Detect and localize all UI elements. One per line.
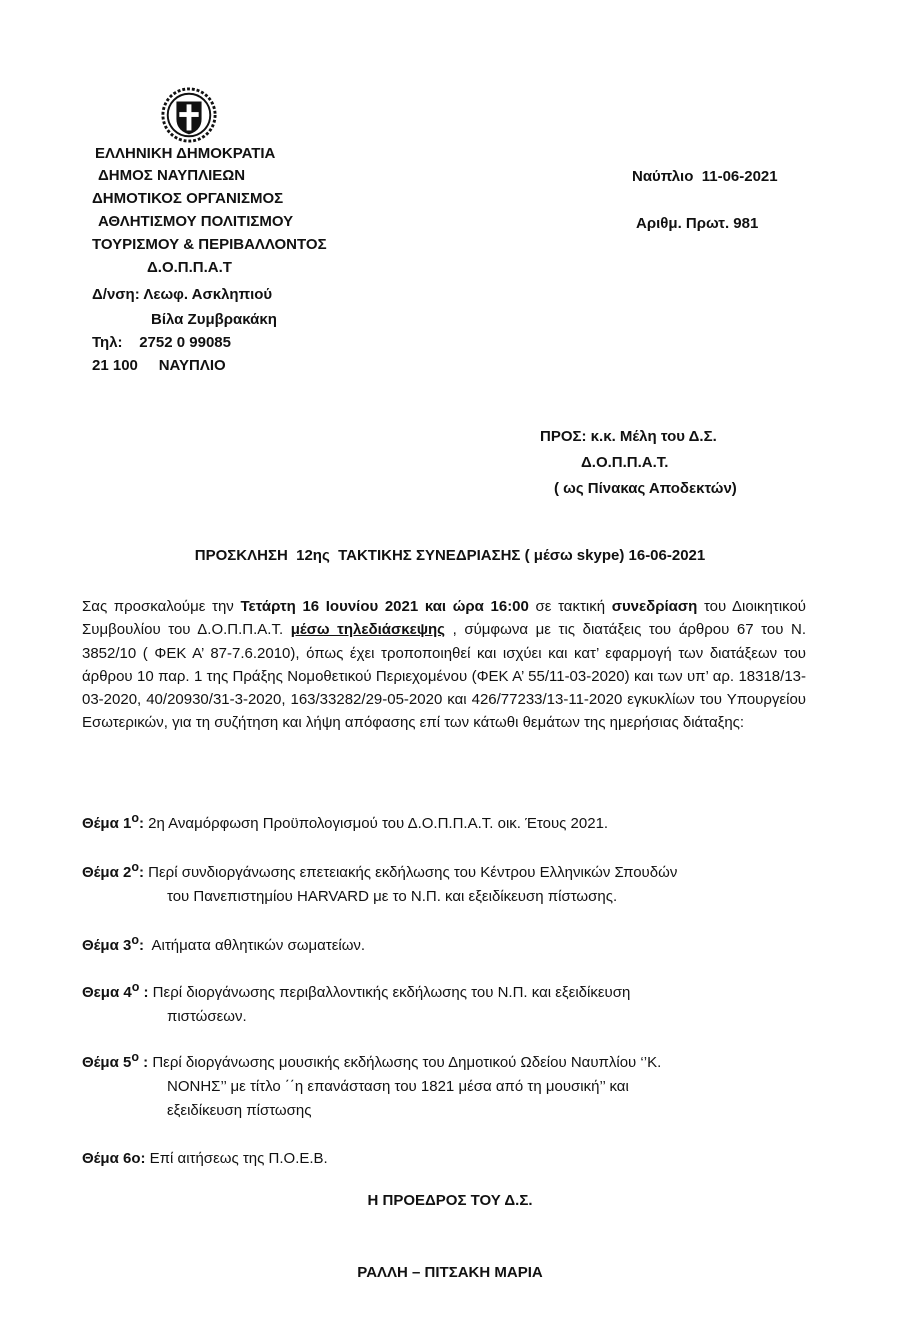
- topic-text: 2η Αναμόρφωση Προϋπολογισμού του Δ.Ο.Π.Π.Α.Τ. οικ. Έτους 2021.: [143, 815, 609, 832]
- org-line-acronym: Δ.Ο.Π.Π.Α.Τ: [147, 259, 232, 276]
- agenda-topic: [82, 806, 608, 836]
- topic-label: [82, 811, 144, 832]
- topic-label: [82, 860, 144, 881]
- topic-text: Περί διοργάνωσης μουσικής εκδήλωσης του Δημοτικού Ωδείου Ναυπλίου ‘’Κ.: [148, 1054, 662, 1071]
- topic-ordinal: ο: [131, 933, 139, 947]
- document-title: ΠΡΟΣΚΛΗΣΗ 12ης ΤΑΚΤΙΚΗΣ ΣΥΝΕΔΡΙΑΣΗΣ ( μέσω skype) 16-06-2021: [194, 547, 706, 564]
- topic-label: [82, 1150, 146, 1167]
- topic-label-text: Θέμα 6ο: [82, 1150, 141, 1167]
- recipient-line: ΠΡΟΣ: κ.κ. Μέλη του Δ.Σ.: [540, 428, 717, 445]
- agenda-topic: [82, 928, 365, 958]
- topic-text-continued: πιστώσεων.: [167, 1008, 247, 1025]
- topic-ordinal: ο: [131, 811, 139, 825]
- topic-text-continued: του Πανεπιστημίου HARVARD με το Ν.Π. και εξειδίκευση πίστωσης.: [167, 888, 618, 905]
- agenda-topic: [82, 975, 630, 1029]
- agenda-topic: [82, 1045, 661, 1123]
- topic-text-continued: εξειδίκευση πίστωσης: [167, 1102, 312, 1119]
- topic-label-text: Θέμα 1: [82, 815, 132, 832]
- org-line-organization: ΔΗΜΟΤΙΚΟΣ ΟΡΓΑΝΙΣΜΟΣ: [92, 190, 284, 207]
- org-phone: Τηλ: 2752 0 99085: [92, 334, 231, 351]
- topic-ordinal: ο: [131, 980, 140, 994]
- org-villa-line: Βίλα Ζυμβρακάκη: [151, 311, 277, 328]
- signatory-role: Η ΠΡΟΕΔΡΟΣ ΤΟΥ Δ.Σ.: [367, 1192, 533, 1209]
- topic-text: Επί αιτήσεως της Π.Ο.Ε.Β.: [145, 1150, 328, 1167]
- topic-label-text: Θέμα 3: [82, 937, 132, 954]
- recipient-note: ( ως Πίνακας Αποδεκτών): [554, 480, 737, 497]
- intro-text-legal: , σύμφωνα με τις διατάξεις του άρθρου 67 του Ν. 3852/10 ( ΦΕΚ Α’ 87-7.6.2010), όπως έχει τροποποιηθεί και ισχύει και κατ’ εφαρμογή των διατάξεων του άρθρου 10 παρ. 1 της Πράξης Νομοθετικού Περιεχομένου (ΦΕΚ Α’ 55/11-03-2020) και των υπ’ αρ. 18318/13-03-2020, 40/20930/31-3-2020, 163/33282/29-05-2020 και 426/77233/13-11-2020 εγκυκλίων του Υπουργείου Εσωτερικών, για τη συζήτηση και λήψη απόφασης επί των κάτωθι θεμάτων της ημερήσιας διάταξης:: [82, 621, 807, 732]
- place-date: Ναύπλιο 11-06-2021: [632, 168, 778, 185]
- topic-label-text: Θεμα 4: [82, 984, 132, 1001]
- topic-text: Περί συνδιοργάνωσης επετειακής εκδήλωσης του Κέντρου Ελληνικών Σπουδών: [143, 864, 678, 881]
- agenda-topic: [82, 1141, 328, 1171]
- topic-colon: :: [138, 1054, 149, 1071]
- protocol-number: Αριθμ. Πρωτ. 981: [636, 215, 759, 232]
- org-postal-city: 21 100 ΝΑΥΠΛΙΟ: [92, 357, 226, 374]
- topic-colon: :: [139, 984, 149, 1001]
- signatory-name: ΡΑΛΛΗ – ΠΙΤΣΑΚΗ ΜΑΡΙΑ: [357, 1264, 543, 1281]
- topic-colon: :: [140, 1150, 146, 1167]
- intro-paragraph: [82, 595, 806, 735]
- meeting-datetime: Τετάρτη 16 Ιουνίου 2021 και ώρα 16:00: [240, 598, 529, 615]
- org-address-line: Δ/νση: Λεωφ. Ασκληπιού: [92, 286, 273, 303]
- intro-text-board: του Διοικητικού Συμβουλίου του Δ.Ο.Π.Π.Α.Τ.: [82, 598, 807, 639]
- org-line-sports-culture: ΑΘΛΗΤΙΣΜΟΥ ΠΟΛΙΤΙΣΜΟΥ: [98, 213, 294, 230]
- topic-label-text: Θέμα 5: [82, 1054, 132, 1071]
- intro-text-start: Σας προσκαλούμε την: [82, 598, 241, 615]
- agenda-topic: [82, 855, 677, 909]
- topic-text-continued: ΝΟΝΗΣ’’ με τίτλο ΄΄η επανάσταση του 1821 μέσα από τη μουσική’’ και: [167, 1078, 629, 1095]
- topic-label-text: Θέμα 2: [82, 864, 132, 881]
- intro-text-regular: σε τακτική: [528, 598, 612, 615]
- greek-state-emblem-icon: [160, 86, 218, 144]
- meeting-mode: μέσω τηλεδιάσκεψης: [290, 621, 445, 639]
- topic-ordinal: ο: [131, 860, 139, 874]
- org-line-republic: ΕΛΛΗΝΙΚΗ ΔΗΜΟΚΡΑΤΙΑ: [95, 145, 276, 162]
- meeting-type: συνεδρίαση: [611, 598, 698, 615]
- topic-colon: :: [138, 937, 144, 954]
- org-line-tourism-environment: ΤΟΥΡΙΣΜΟΥ & ΠΕΡΙΒΑΛΛΟΝΤΟΣ: [92, 236, 327, 253]
- topic-text: Αιτήματα αθλητικών σωματείων.: [143, 937, 366, 954]
- topic-colon: :: [138, 815, 144, 832]
- topic-text: Περί διοργάνωσης περιβαλλοντικής εκδήλωσης του Ν.Π. και εξειδίκευση: [148, 984, 631, 1001]
- recipient-org: Δ.Ο.Π.Π.Α.Τ.: [581, 454, 669, 471]
- topic-label: [82, 980, 149, 1001]
- topic-label: [82, 933, 144, 954]
- topic-ordinal: ο: [131, 1050, 139, 1064]
- topic-colon: :: [138, 864, 144, 881]
- topic-label: [82, 1050, 149, 1071]
- org-line-municipality: ΔΗΜΟΣ ΝΑΥΠΛΙΕΩΝ: [98, 167, 246, 184]
